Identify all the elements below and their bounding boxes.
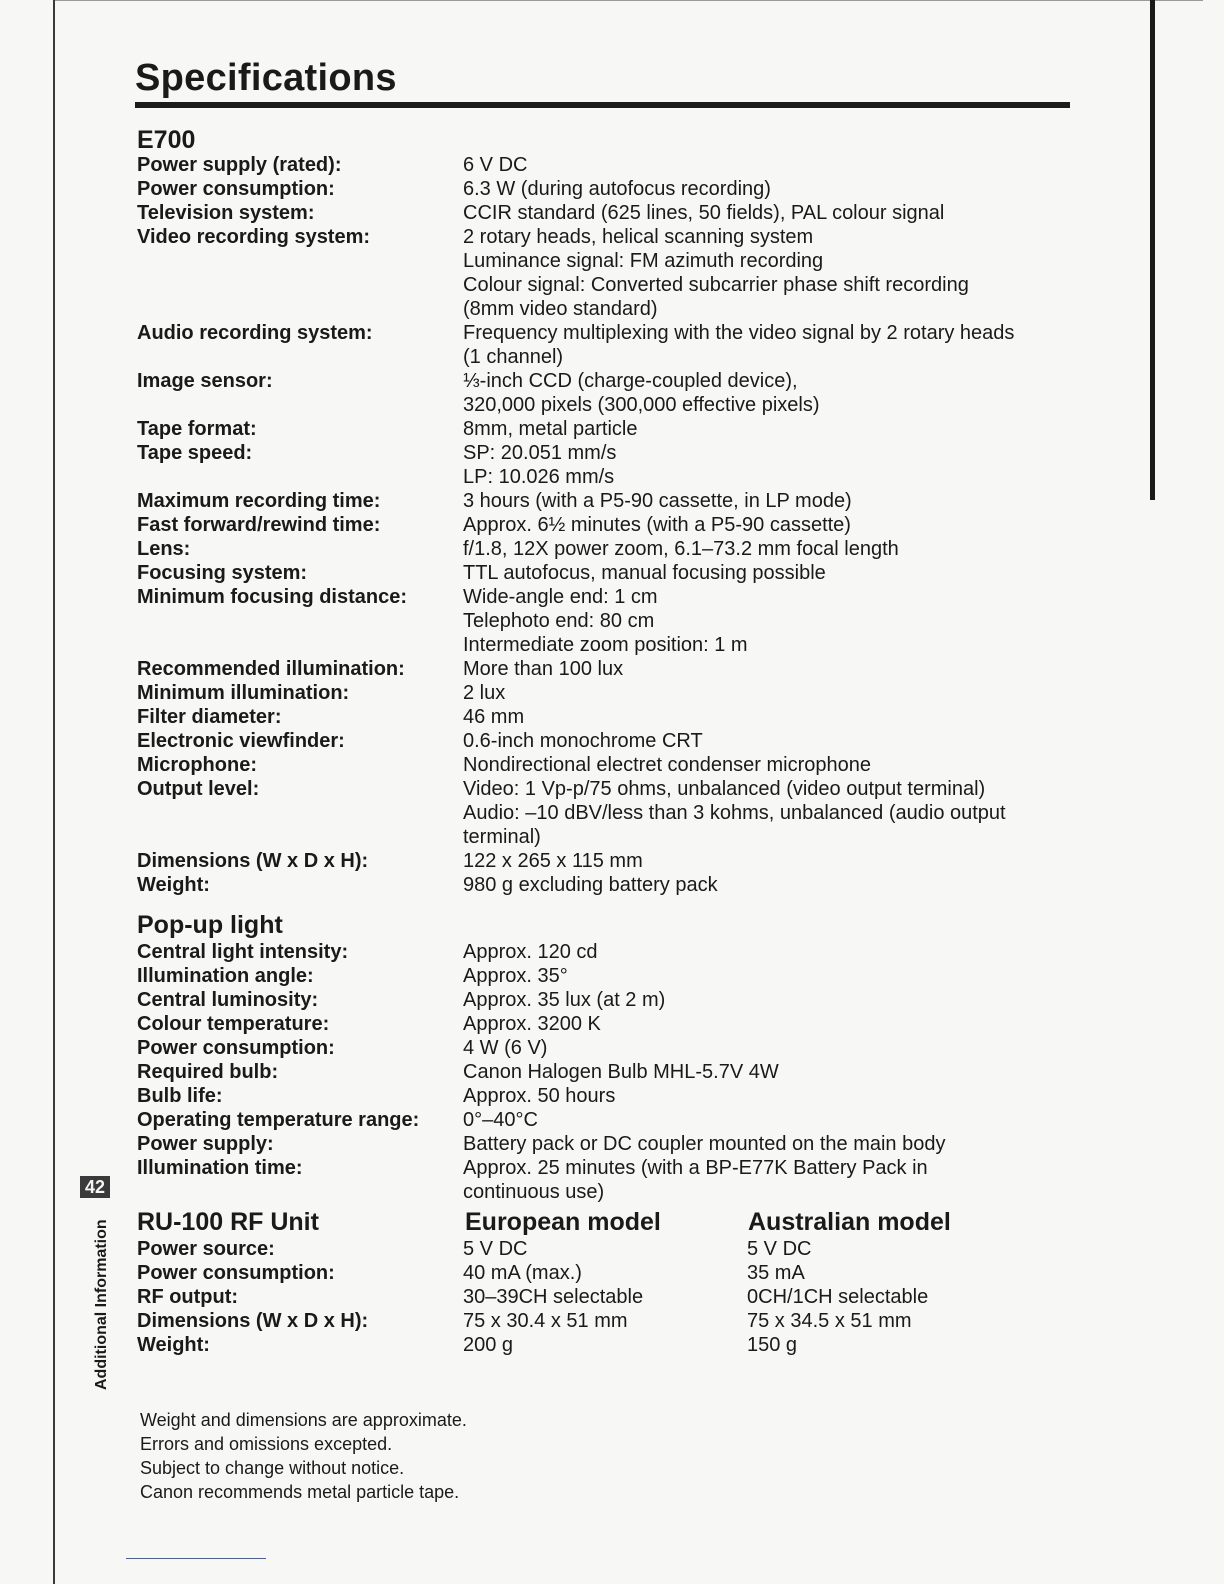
rf-australian-value: 5 V DC xyxy=(747,1238,812,1260)
page-title: Specifications xyxy=(135,57,397,99)
spec-label: Filter diameter: xyxy=(137,706,282,728)
spec-values xyxy=(463,441,1063,489)
popup-spec-list xyxy=(137,940,1063,1204)
spec-value: 4 W (6 V) xyxy=(463,1037,548,1059)
spec-value: Nondirectional electret condenser microphone xyxy=(463,754,872,776)
spec-label: Central luminosity: xyxy=(137,989,319,1011)
spec-label: Minimum focusing distance: xyxy=(137,586,408,608)
rf-row xyxy=(137,1309,987,1333)
spec-row xyxy=(137,1060,1063,1084)
rf-australian-value: 35 mA xyxy=(747,1262,805,1284)
spec-row xyxy=(137,964,1063,988)
spec-value: Video: 1 Vp-p/75 ohms, unbalanced (video output terminal) xyxy=(463,778,986,800)
rf-european-value: 40 mA (max.) xyxy=(463,1262,582,1284)
spec-row xyxy=(137,940,1063,964)
e700-heading: E700 xyxy=(137,126,196,154)
spec-value: Approx. 35° xyxy=(463,965,568,987)
spec-value: LP: 10.026 mm/s xyxy=(463,466,615,488)
spec-label: Required bulb: xyxy=(137,1061,279,1083)
spec-label: Weight: xyxy=(137,874,210,896)
rf-european-value: 200 g xyxy=(463,1334,514,1356)
spec-label: Lens: xyxy=(137,538,191,560)
spec-value: Colour signal: Converted subcarrier phase shift recording xyxy=(463,274,969,296)
spec-row xyxy=(137,417,1063,441)
spec-value: CCIR standard (625 lines, 50 fields), PAL colour signal xyxy=(463,202,945,224)
rf-australian-value: 0CH/1CH selectable xyxy=(747,1286,929,1308)
european-model-heading: European model xyxy=(465,1208,661,1236)
spec-values xyxy=(463,729,1063,753)
spec-row xyxy=(137,225,1063,321)
spec-row xyxy=(137,1012,1063,1036)
spec-value: Intermediate zoom position: 1 m xyxy=(463,634,748,656)
spec-value: TTL autofocus, manual focusing possible xyxy=(463,562,826,584)
spec-row xyxy=(137,513,1063,537)
spec-value: 2 rotary heads, helical scanning system xyxy=(463,226,814,248)
bottom-link-underline xyxy=(126,1558,266,1559)
spec-row xyxy=(137,489,1063,513)
spec-label: Tape speed: xyxy=(137,442,253,464)
footnotes xyxy=(140,1408,467,1504)
spec-values xyxy=(463,369,1063,417)
footnote: Subject to change without notice. xyxy=(140,1458,405,1478)
rf-label: Power source: xyxy=(137,1238,275,1260)
spec-value: 320,000 pixels (300,000 effective pixels) xyxy=(463,394,820,416)
spec-label: Dimensions (W x D x H): xyxy=(137,850,369,872)
spec-label: Video recording system: xyxy=(137,226,371,248)
spec-value: Approx. 50 hours xyxy=(463,1085,616,1107)
rf-label: Power consumption: xyxy=(137,1262,335,1284)
spec-value: f/1.8, 12X power zoom, 6.1–73.2 mm focal length xyxy=(463,538,899,560)
spec-row xyxy=(137,177,1063,201)
popup-heading: Pop-up light xyxy=(137,911,283,939)
rf-label: Dimensions (W x D x H): xyxy=(137,1310,369,1332)
page-number-tab: 42 xyxy=(80,1176,110,1198)
spec-value: SP: 20.051 mm/s xyxy=(463,442,617,464)
spec-values xyxy=(463,585,1063,657)
footnote: Errors and omissions excepted. xyxy=(140,1434,393,1454)
spec-row xyxy=(137,561,1063,585)
spec-value: More than 100 lux xyxy=(463,658,624,680)
spec-row xyxy=(137,1156,1063,1204)
australian-model-heading: Australian model xyxy=(748,1208,951,1236)
spec-value: Canon Halogen Bulb MHL-5.7V 4W xyxy=(463,1061,779,1083)
spec-label: Central light intensity: xyxy=(137,941,349,963)
spec-value: 8mm, metal particle xyxy=(463,418,638,440)
spec-row xyxy=(137,585,1063,657)
spec-values xyxy=(463,940,1063,964)
spec-label: Power consumption: xyxy=(137,178,335,200)
spec-label: Bulb life: xyxy=(137,1085,223,1107)
spec-label: Maximum recording time: xyxy=(137,490,381,512)
footnote: Canon recommends metal particle tape. xyxy=(140,1482,460,1502)
spec-value: terminal) xyxy=(463,826,541,848)
spec-value: 980 g excluding battery pack xyxy=(463,874,718,896)
spec-label: Output level: xyxy=(137,778,260,800)
spec-values xyxy=(463,321,1063,369)
spec-row xyxy=(137,1132,1063,1156)
spec-values xyxy=(463,849,1063,873)
spec-values xyxy=(463,1012,1063,1036)
spec-label: Minimum illumination: xyxy=(137,682,350,704)
rf-european-value: 75 x 30.4 x 51 mm xyxy=(463,1310,628,1332)
rf-australian-value: 150 g xyxy=(747,1334,798,1356)
spec-values xyxy=(463,417,1063,441)
rf-australian-value: 75 x 34.5 x 51 mm xyxy=(747,1310,912,1332)
spec-label: Illumination time: xyxy=(137,1157,303,1179)
spec-row xyxy=(137,657,1063,681)
spec-values xyxy=(463,225,1063,321)
spec-label: Television system: xyxy=(137,202,315,224)
spec-value: 2 lux xyxy=(463,682,506,704)
spec-row xyxy=(137,441,1063,489)
spec-values xyxy=(463,657,1063,681)
section-side-label: Additional Information xyxy=(93,1219,110,1390)
rf-label: Weight: xyxy=(137,1334,210,1356)
spec-row xyxy=(137,729,1063,753)
spec-value: (8mm video standard) xyxy=(463,298,658,320)
spec-label: Audio recording system: xyxy=(137,322,373,344)
spec-label: Image sensor: xyxy=(137,370,273,392)
spec-values xyxy=(463,489,1063,513)
spec-value: Battery pack or DC coupler mounted on the main body xyxy=(463,1133,946,1155)
spec-values xyxy=(463,1132,1063,1156)
spec-values xyxy=(463,513,1063,537)
spec-row xyxy=(137,321,1063,369)
spec-value: 0.6-inch monochrome CRT xyxy=(463,730,703,752)
spec-label: Recommended illumination: xyxy=(137,658,405,680)
spec-row xyxy=(137,849,1063,873)
spec-values xyxy=(463,1036,1063,1060)
spec-values xyxy=(463,1156,1063,1204)
page-right-edge xyxy=(1150,0,1155,500)
page-top-edge xyxy=(53,0,1203,1)
spec-row xyxy=(137,988,1063,1012)
spec-label: Microphone: xyxy=(137,754,257,776)
title-rule xyxy=(135,102,1070,108)
spec-value: 6.3 W (during autofocus recording) xyxy=(463,178,771,200)
spec-value: Telephoto end: 80 cm xyxy=(463,610,655,632)
rf-row xyxy=(137,1285,987,1309)
spec-values xyxy=(463,705,1063,729)
rf-row xyxy=(137,1333,987,1357)
spec-value: Luminance signal: FM azimuth recording xyxy=(463,250,824,272)
spec-value: continuous use) xyxy=(463,1181,605,1203)
spec-value: 122 x 265 x 115 mm xyxy=(463,850,643,872)
spec-label: Colour temperature: xyxy=(137,1013,330,1035)
footnote: Weight and dimensions are approximate. xyxy=(140,1410,467,1430)
spec-row xyxy=(137,873,1063,897)
spec-value: 6 V DC xyxy=(463,154,528,176)
spec-row xyxy=(137,753,1063,777)
spec-values xyxy=(463,153,1063,177)
spec-label: Focusing system: xyxy=(137,562,308,584)
spec-label: Fast forward/rewind time: xyxy=(137,514,381,536)
spec-row xyxy=(137,537,1063,561)
spec-values xyxy=(463,873,1063,897)
spec-label: Power supply (rated): xyxy=(137,154,342,176)
spec-value: Approx. 35 lux (at 2 m) xyxy=(463,989,666,1011)
spec-row xyxy=(137,777,1063,849)
spec-values xyxy=(463,1084,1063,1108)
spec-row xyxy=(137,1108,1063,1132)
spec-values xyxy=(463,537,1063,561)
spec-value: Approx. 25 minutes (with a BP-E77K Battery Pack in xyxy=(463,1157,928,1179)
spec-values xyxy=(463,177,1063,201)
rf-unit-heading: RU-100 RF Unit xyxy=(137,1208,319,1236)
page-left-edge xyxy=(53,0,55,1584)
rf-european-value: 5 V DC xyxy=(463,1238,528,1260)
spec-label: Tape format: xyxy=(137,418,257,440)
spec-value: ⅓-inch CCD (charge-coupled device), xyxy=(463,370,798,392)
rf-row xyxy=(137,1261,987,1285)
spec-values xyxy=(463,777,1063,849)
spec-values xyxy=(463,988,1063,1012)
spec-value: 0°–40°C xyxy=(463,1109,538,1131)
rf-label: RF output: xyxy=(137,1286,239,1308)
spec-value: Approx. 120 cd xyxy=(463,941,598,963)
rf-unit-spec-table xyxy=(137,1237,987,1357)
spec-row xyxy=(137,681,1063,705)
spec-value: 3 hours (with a P5-90 cassette, in LP mode) xyxy=(463,490,852,512)
spec-value: 46 mm xyxy=(463,706,525,728)
spec-label: Power supply: xyxy=(137,1133,274,1155)
spec-value: (1 channel) xyxy=(463,346,564,368)
spec-values xyxy=(463,1108,1063,1132)
spec-values xyxy=(463,964,1063,988)
spec-values xyxy=(463,1060,1063,1084)
rf-european-value: 30–39CH selectable xyxy=(463,1286,644,1308)
spec-row xyxy=(137,1036,1063,1060)
spec-values xyxy=(463,753,1063,777)
spec-values xyxy=(463,561,1063,585)
spec-value: Audio: –10 dBV/less than 3 kohms, unbalanced (audio output xyxy=(463,802,1006,824)
spec-value: Wide-angle end: 1 cm xyxy=(463,586,658,608)
spec-row xyxy=(137,153,1063,177)
spec-value: Approx. 6½ minutes (with a P5-90 cassette) xyxy=(463,514,851,536)
spec-row xyxy=(137,705,1063,729)
spec-value: Approx. 3200 K xyxy=(463,1013,601,1035)
spec-value: Frequency multiplexing with the video signal by 2 rotary heads xyxy=(463,322,1015,344)
spec-values xyxy=(463,201,1063,225)
spec-label: Operating temperature range: xyxy=(137,1109,420,1131)
spec-row xyxy=(137,369,1063,417)
spec-label: Illumination angle: xyxy=(137,965,314,987)
rf-row xyxy=(137,1237,987,1261)
spec-label: Electronic viewfinder: xyxy=(137,730,345,752)
spec-values xyxy=(463,681,1063,705)
spec-row xyxy=(137,1084,1063,1108)
spec-label: Power consumption: xyxy=(137,1037,335,1059)
spec-row xyxy=(137,201,1063,225)
e700-spec-list xyxy=(137,153,1063,897)
